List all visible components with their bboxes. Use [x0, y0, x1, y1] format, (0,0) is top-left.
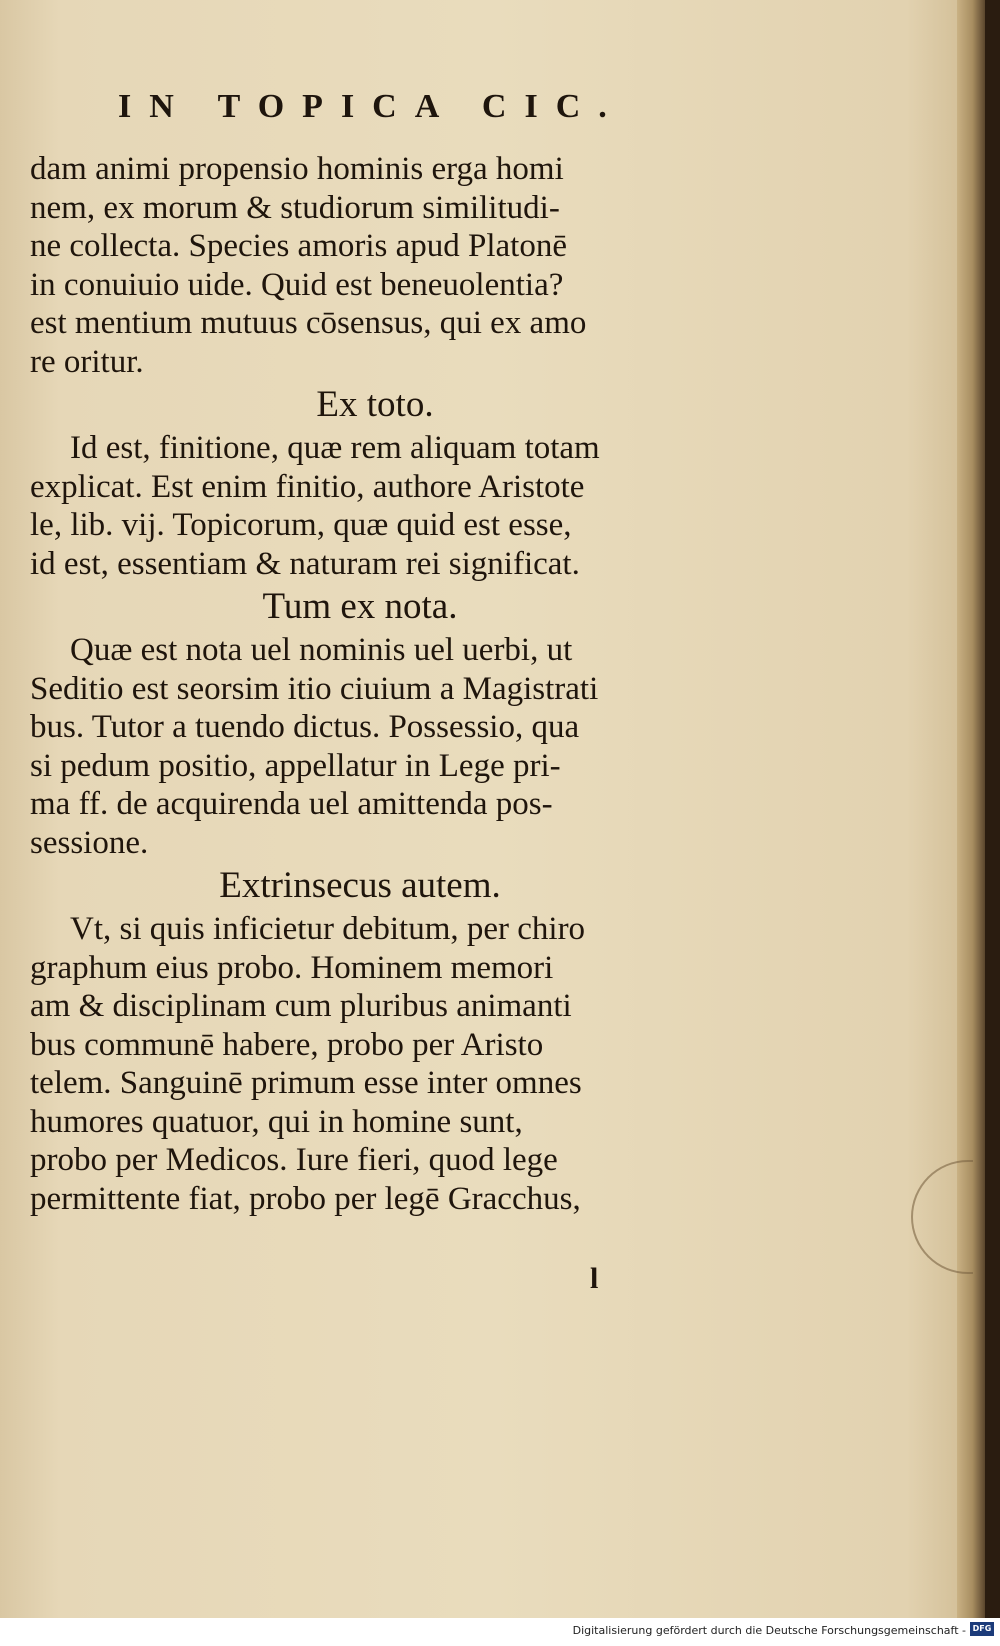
- text-line: ne collecta. Species amoris apud Platonē: [30, 228, 567, 264]
- text-line: graphum eius probo. Hominem memori: [30, 949, 554, 986]
- text-line: le, lib. vij. Topicorum, quæ quid est esse,: [30, 507, 572, 543]
- text-line: Id est, finitione, quæ rem aliquam totam: [70, 430, 600, 466]
- text-line: explicat. Est enim finitio, authore Aristote: [30, 468, 585, 505]
- text-line: est mentium mutuus cōsensus, qui ex amo: [30, 305, 587, 341]
- text-line: dam animi propensio hominis erga homi: [30, 151, 564, 187]
- text-line: nem, ex morum & studiorum similitudi-: [30, 189, 560, 226]
- text-line: id est, essentiam & naturam rei significat.: [30, 545, 580, 582]
- section-heading: Tum ex nota.: [262, 586, 458, 627]
- page-edge: [957, 0, 985, 1618]
- text-line: sessione.: [30, 824, 149, 861]
- text-line: telem. Sanguinē primum esse inter omnes: [30, 1065, 582, 1101]
- section-heading: Ex toto.: [316, 384, 434, 425]
- text-line: permittente fiat, probo per legē Gracchus,: [30, 1180, 581, 1217]
- text-line: am & disciplinam cum pluribus animanti: [30, 988, 572, 1024]
- text-line: Quæ est nota uel nominis uel uerbi, ut: [70, 632, 573, 668]
- text-line: bus communē habere, probo per Aristo: [30, 1026, 544, 1063]
- text-line: Vt, si quis inficietur debitum, per chiro: [70, 911, 586, 947]
- page-tab-mark: [911, 1160, 973, 1274]
- signature-mark: l: [590, 1262, 599, 1295]
- dfg-logo-icon: DFG: [970, 1622, 994, 1636]
- text-line: probo per Medicos. Iure fieri, quod lege: [30, 1142, 558, 1178]
- text-line: Seditio est seorsim itio ciuium a Magistrati: [30, 670, 599, 707]
- running-head: IN TOPICA CIC.: [118, 88, 625, 125]
- text-line: si pedum positio, appellatur in Lege pri-: [30, 747, 561, 784]
- text-line: ma ff. de acquirenda uel amittenda pos-: [30, 786, 553, 822]
- text-line: bus. Tutor a tuendo dictus. Possessio, qua: [30, 709, 580, 745]
- text-line: humores quatuor, qui in homine sunt,: [30, 1103, 523, 1140]
- text-line: in conuiuio uide. Quid est beneuolentia?: [30, 266, 564, 303]
- section-heading: Extrinsecus autem.: [219, 865, 501, 906]
- main-text: [30, 150, 690, 1218]
- footer-credit: Digitalisierung gefördert durch die Deutsche Forschungsgemeinschaft -: [572, 1624, 966, 1637]
- text-line: re oritur.: [30, 343, 144, 380]
